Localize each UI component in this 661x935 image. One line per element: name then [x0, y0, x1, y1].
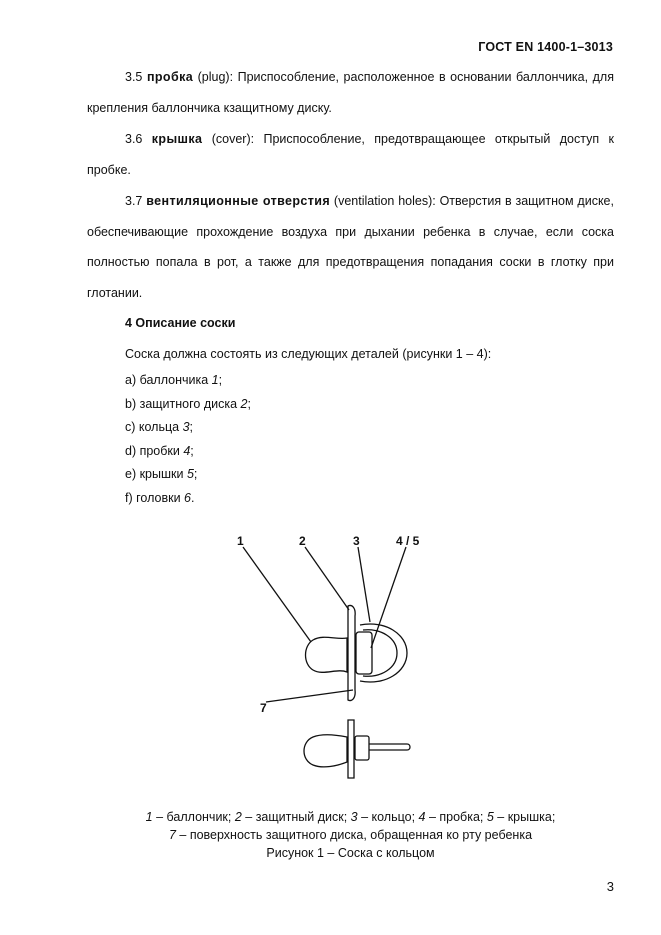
definition-text: : Приспособление, расположенное в основании баллончика, для крепления баллончика кзащитному диску.: [87, 70, 614, 115]
label-3: 3: [353, 534, 360, 548]
side-ring: [369, 744, 410, 750]
list-item: c) кольца 3;: [125, 420, 193, 434]
definition-term: пробка: [146, 70, 194, 84]
side-plug: [355, 736, 369, 760]
definition-text: : Отверстия в защитном диске, обеспечивающие прохождение воздуха при дыхании ребенка в случае, если соска полностью попала в рот, а также для предотвращения попадания соски в глотку при глотании.: [87, 194, 614, 300]
definition-english: (cover): [211, 132, 251, 146]
list-item: a) баллончика 1;: [125, 373, 223, 387]
definition-term: крышка: [151, 132, 203, 146]
label-1: 1: [237, 534, 244, 548]
definition-3-5: [87, 62, 614, 123]
list-item: d) пробки 4;: [125, 443, 194, 458]
side-teat: [304, 735, 347, 767]
definition-number: 3.6: [125, 132, 143, 146]
teat-shape: [306, 637, 348, 672]
leader-7: [266, 690, 353, 702]
definition-term: вентиляционные отверстия: [146, 194, 331, 208]
definition-3-6: [87, 124, 614, 185]
figure-title: Рисунок 1 – Соска с кольцом: [266, 846, 435, 860]
page-number: 3: [606, 879, 614, 894]
label-2: 2: [299, 534, 306, 548]
list-item: b) защитного диска 2;: [125, 396, 251, 411]
figure-legend-line-2: 7 – поверхность защитного диска, обращенная ко рту ребенка: [168, 828, 533, 842]
definition-english: (plug): [197, 70, 230, 84]
leader-3: [358, 547, 370, 622]
definition-number: 3.5: [125, 70, 143, 84]
pacifier-drawing: [225, 530, 435, 790]
leader-1: [243, 547, 311, 642]
figure-legend-line-1: 1 – баллончик; 2 – защитный диск; 3 – кольцо; 4 – пробка; 5 – крышка;: [145, 810, 556, 824]
definition-text: : Приспособление, предотвращающее открытый доступ к пробке.: [87, 132, 614, 177]
leader-45: [371, 547, 406, 648]
side-shield: [348, 720, 354, 778]
shield-shape: [348, 605, 355, 700]
document-code: ГОСТ EN 1400-1–3013: [478, 40, 613, 54]
list-item: e) крышки 5;: [125, 467, 198, 481]
definition-3-7: [87, 186, 614, 308]
pacifier-figure: [225, 530, 435, 793]
section-intro: Соска должна состоять из следующих деталей (рисунки 1 – 4):: [125, 347, 492, 361]
definition-english: (ventilation holes): [333, 194, 433, 208]
section-title: 4 Описание соски: [125, 316, 236, 330]
label-4-5: 4 / 5: [396, 534, 420, 548]
leader-2: [305, 547, 349, 610]
parts-list: [125, 369, 251, 510]
plug-shape: [356, 632, 372, 674]
definition-number: 3.7: [125, 194, 143, 208]
list-item: f) головки 6.: [125, 490, 195, 505]
label-7: 7: [260, 701, 267, 715]
